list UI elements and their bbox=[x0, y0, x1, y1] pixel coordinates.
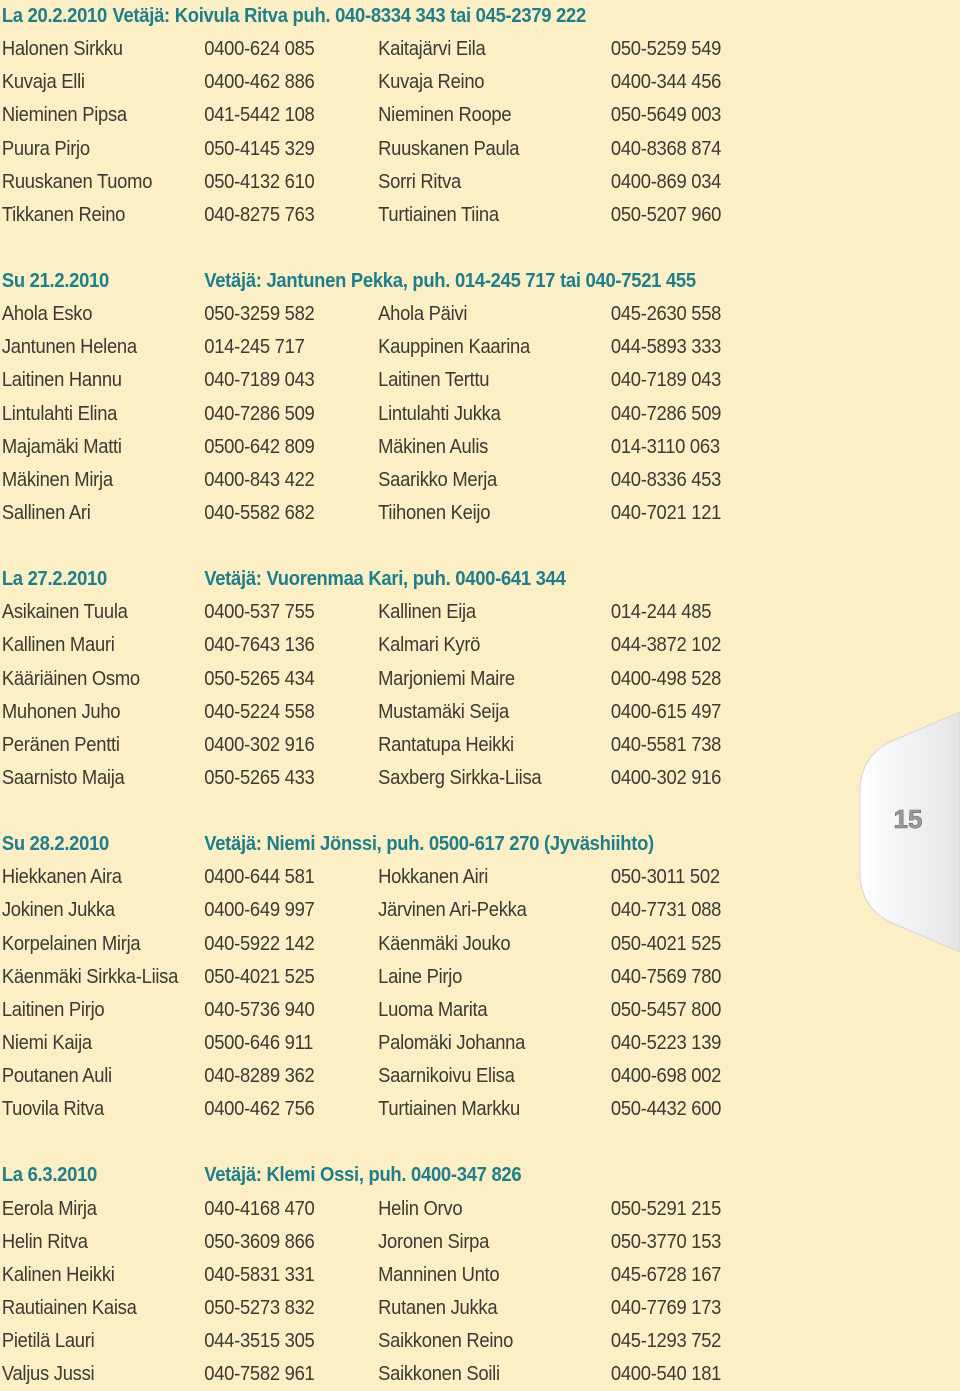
participant-phone: 050-5265 433 bbox=[204, 767, 315, 790]
participant-name: Kuvaja Elli bbox=[1, 71, 85, 94]
participant-phone: 050-5273 832 bbox=[204, 1296, 315, 1319]
day-section bbox=[0, 828, 960, 1126]
participant-phone: 014-245 717 bbox=[204, 336, 305, 359]
participant-name: Käenmäki Jouko bbox=[378, 932, 511, 955]
participant-name: Lintulahti Jukka bbox=[378, 402, 501, 425]
participant-phone: 040-7569 780 bbox=[610, 965, 722, 988]
page-tab-shape bbox=[850, 712, 960, 952]
participant-phone: 0500-642 809 bbox=[204, 435, 315, 458]
participant-phone: 0400-624 085 bbox=[204, 38, 315, 61]
participant-phone: 040-8289 362 bbox=[204, 1065, 315, 1088]
participant-name: Ruuskanen Paula bbox=[378, 137, 520, 160]
participant-row bbox=[0, 696, 883, 729]
day-section bbox=[0, 563, 960, 795]
section-leader: Vetäjä: Klemi Ossi, puh. 0400-347 826 bbox=[204, 1164, 522, 1187]
participant-phone: 0400-302 916 bbox=[610, 767, 722, 790]
participant-phone: 041-5442 108 bbox=[204, 104, 315, 127]
section-leader: Vetäjä: Vuorenmaa Kari, puh. 0400-641 344 bbox=[204, 568, 566, 591]
section-header bbox=[0, 1159, 883, 1192]
participant-phone: 050-3011 502 bbox=[610, 866, 720, 889]
participant-phone: 0400-344 456 bbox=[610, 71, 722, 94]
participant-phone: 050-3609 866 bbox=[204, 1230, 315, 1253]
participant-name: Rautiainen Kaisa bbox=[1, 1296, 137, 1319]
day-section bbox=[0, 265, 960, 530]
participant-name: Valjus Jussi bbox=[1, 1363, 95, 1386]
participant-phone: 040-7189 043 bbox=[204, 369, 315, 392]
participant-phone: 050-5265 434 bbox=[204, 667, 315, 690]
participant-name: Luoma Marita bbox=[378, 998, 488, 1021]
participant-row bbox=[0, 994, 883, 1027]
participant-phone: 040-8336 453 bbox=[610, 468, 722, 491]
participant-phone: 044-5893 333 bbox=[610, 336, 722, 359]
section-header bbox=[0, 828, 883, 861]
participant-phone: 050-4432 600 bbox=[610, 1098, 722, 1121]
participant-phone: 0400-698 002 bbox=[610, 1065, 722, 1088]
participant-name: Majamäki Matti bbox=[1, 435, 122, 458]
participant-phone: 044-3872 102 bbox=[610, 634, 722, 657]
participant-row bbox=[0, 298, 883, 331]
participant-name: Niemi Kaija bbox=[1, 1032, 92, 1054]
participant-row bbox=[0, 398, 883, 431]
participant-phone: 040-5736 940 bbox=[204, 998, 315, 1021]
participant-row bbox=[0, 596, 883, 629]
participant-name: Korpelainen Mirja bbox=[1, 932, 141, 955]
participant-name: Tuovila Ritva bbox=[1, 1098, 104, 1121]
participant-row bbox=[0, 663, 883, 696]
participant-row bbox=[0, 861, 883, 894]
participant-name: Tikkanen Reino bbox=[1, 203, 126, 226]
participant-row bbox=[0, 629, 883, 662]
participant-row bbox=[0, 1259, 883, 1292]
participant-name: Kalmari Kyrö bbox=[378, 634, 481, 657]
participant-name: Järvinen Ari-Pekka bbox=[378, 899, 527, 922]
participant-row bbox=[0, 364, 883, 397]
page-number-tab bbox=[850, 712, 960, 952]
participant-row bbox=[0, 497, 883, 530]
participant-phone: 040-8368 874 bbox=[610, 137, 722, 160]
section-leader: Vetäjä: Koivula Ritva puh. 040-8334 343 tai 045-2379 222 bbox=[112, 5, 586, 28]
participant-name: Saarnisto Maija bbox=[1, 767, 125, 790]
participant-name: Marjoniemi Maire bbox=[378, 667, 515, 690]
section-date: La 6.3.2010 bbox=[1, 1164, 98, 1187]
participant-phone: 0400-615 497 bbox=[610, 700, 722, 723]
section-date: Su 28.2.2010 bbox=[1, 833, 110, 856]
participant-phone: 040-7189 043 bbox=[610, 369, 722, 392]
participant-row bbox=[0, 1292, 883, 1325]
participant-name: Poutanen Auli bbox=[1, 1065, 112, 1088]
participant-name: Mäkinen Mirja bbox=[1, 468, 113, 491]
participant-phone: 050-4021 525 bbox=[610, 932, 722, 955]
participant-name: Kaitajärvi Eila bbox=[378, 38, 486, 61]
participant-phone: 040-7021 121 bbox=[610, 502, 722, 525]
section-header bbox=[0, 265, 883, 298]
participant-phone: 0400-462 886 bbox=[204, 71, 315, 94]
participant-name: Peränen Pentti bbox=[1, 733, 120, 756]
participant-row bbox=[0, 1027, 883, 1060]
participant-name: Helin Orvo bbox=[378, 1197, 463, 1220]
participant-phone: 050-3770 153 bbox=[610, 1230, 722, 1253]
participant-row bbox=[0, 33, 883, 66]
participant-name: Manninen Unto bbox=[378, 1263, 500, 1286]
participant-phone: 040-4168 470 bbox=[204, 1197, 315, 1220]
participant-phone: 014-3110 063 bbox=[610, 435, 720, 458]
section-date: La 20.2.2010 bbox=[1, 5, 107, 28]
participant-phone: 050-4145 329 bbox=[204, 137, 315, 160]
participant-name: Eerola Mirja bbox=[1, 1197, 97, 1220]
participant-row bbox=[0, 1358, 883, 1391]
participant-row bbox=[0, 1226, 883, 1259]
participant-phone: 0400-644 581 bbox=[204, 866, 315, 889]
participant-name: Nieminen Roope bbox=[378, 104, 512, 127]
participant-phone: 0400-462 756 bbox=[204, 1098, 315, 1121]
participant-name: Turtiainen Tiina bbox=[378, 203, 499, 226]
participant-phone: 040-7769 173 bbox=[610, 1296, 722, 1319]
participant-phone: 040-7643 136 bbox=[204, 634, 315, 657]
page-number: 15 bbox=[893, 804, 923, 834]
participant-phone: 050-5649 003 bbox=[610, 104, 722, 127]
participant-phone: 0500-646 911 bbox=[204, 1032, 314, 1054]
participant-name: Palomäki Johanna bbox=[378, 1032, 526, 1054]
participant-phone: 050-5291 215 bbox=[610, 1197, 722, 1220]
participant-row bbox=[0, 1325, 883, 1358]
participant-phone: 044-3515 305 bbox=[204, 1330, 315, 1353]
participant-name: Joronen Sirpa bbox=[378, 1230, 490, 1253]
participant-phone: 040-5831 331 bbox=[204, 1263, 315, 1286]
participant-phone: 0400-537 755 bbox=[204, 601, 315, 624]
participant-name: Pietilä Lauri bbox=[1, 1330, 95, 1353]
participant-name: Turtiainen Markku bbox=[378, 1098, 521, 1121]
participant-phone: 040-5223 139 bbox=[610, 1032, 722, 1054]
participant-name: Saarikko Merja bbox=[378, 468, 497, 491]
participant-name: Rutanen Jukka bbox=[378, 1296, 498, 1319]
day-section bbox=[0, 1159, 960, 1391]
participant-phone: 040-7582 961 bbox=[204, 1363, 315, 1386]
participant-row bbox=[0, 729, 883, 762]
participant-phone: 050-3259 582 bbox=[204, 303, 315, 326]
participant-phone: 050-5207 960 bbox=[610, 203, 722, 226]
participant-name: Laitinen Pirjo bbox=[1, 998, 105, 1021]
participant-name: Kuvaja Reino bbox=[378, 71, 485, 94]
participant-name: Asikainen Tuula bbox=[1, 601, 128, 624]
participant-phone: 040-5224 558 bbox=[204, 700, 315, 723]
participant-phone: 050-5457 800 bbox=[610, 998, 722, 1021]
participant-name: Tiihonen Keijo bbox=[378, 502, 491, 525]
participant-phone: 0400-540 181 bbox=[610, 1363, 722, 1386]
participant-name: Hiekkanen Aira bbox=[1, 866, 122, 889]
participant-phone: 050-5259 549 bbox=[610, 38, 722, 61]
participant-name: Ruuskanen Tuomo bbox=[1, 170, 153, 193]
participant-row bbox=[0, 762, 883, 795]
participant-phone: 0400-869 034 bbox=[610, 170, 722, 193]
participant-name: Laitinen Terttu bbox=[378, 369, 490, 392]
section-header bbox=[0, 0, 883, 33]
section-leader: Vetäjä: Niemi Jönssi, puh. 0500-617 270 (Jyväshiihto) bbox=[204, 833, 654, 856]
participant-phone: 040-5582 682 bbox=[204, 502, 315, 525]
participant-name: Kalinen Heikki bbox=[1, 1263, 115, 1286]
participant-row bbox=[0, 199, 883, 232]
section-date: La 27.2.2010 bbox=[1, 568, 107, 591]
participant-row bbox=[0, 133, 883, 166]
participant-phone: 040-7286 509 bbox=[204, 402, 315, 425]
participant-name: Helin Ritva bbox=[1, 1230, 88, 1253]
participant-phone: 040-5922 142 bbox=[204, 932, 315, 955]
section-date: Su 21.2.2010 bbox=[1, 270, 110, 293]
day-section bbox=[0, 0, 960, 232]
participant-phone: 045-1293 752 bbox=[610, 1330, 722, 1353]
participant-name: Saarnikoivu Elisa bbox=[378, 1065, 515, 1088]
participant-name: Sorri Ritva bbox=[378, 170, 461, 193]
participant-phone: 0400-649 997 bbox=[204, 899, 315, 922]
participant-name: Jantunen Helena bbox=[1, 336, 137, 359]
participant-name: Käenmäki Sirkka-Liisa bbox=[1, 965, 179, 988]
participant-name: Halonen Sirkku bbox=[1, 38, 123, 61]
participant-phone: 0400-498 528 bbox=[610, 667, 722, 690]
participant-phone: 040-8275 763 bbox=[204, 203, 315, 226]
participant-name: Jokinen Jukka bbox=[1, 899, 115, 922]
participant-phone: 045-6728 167 bbox=[610, 1263, 722, 1286]
participant-phone: 040-5581 738 bbox=[610, 733, 722, 756]
participant-row bbox=[0, 331, 883, 364]
participant-phone: 0400-843 422 bbox=[204, 468, 315, 491]
participant-phone: 040-7286 509 bbox=[610, 402, 722, 425]
participant-name: Muhonen Juho bbox=[1, 700, 121, 723]
participant-phone: 014-244 485 bbox=[610, 601, 712, 624]
participant-name: Ahola Esko bbox=[1, 303, 93, 326]
participant-row bbox=[0, 464, 883, 497]
participant-name: Laitinen Hannu bbox=[1, 369, 122, 392]
participant-name: Saxberg Sirkka-Liisa bbox=[378, 767, 542, 790]
participant-row bbox=[0, 99, 883, 132]
section-leader: Vetäjä: Jantunen Pekka, puh. 014-245 717 tai 040-7521 455 bbox=[204, 270, 696, 293]
participant-phone: 040-7731 088 bbox=[610, 899, 722, 922]
participant-row bbox=[0, 1060, 883, 1093]
participant-row bbox=[0, 1093, 883, 1126]
participant-name: Kallinen Eija bbox=[378, 601, 476, 624]
participant-name: Kääriäinen Osmo bbox=[1, 667, 140, 690]
participant-name: Rantatupa Heikki bbox=[378, 733, 514, 756]
participant-name: Sallinen Ari bbox=[1, 502, 91, 525]
section-header bbox=[0, 563, 883, 596]
participant-name: Mustamäki Seija bbox=[378, 700, 509, 723]
participant-phone: 050-4132 610 bbox=[204, 170, 315, 193]
participant-name: Lintulahti Elina bbox=[1, 402, 118, 425]
participant-name: Laine Pirjo bbox=[378, 965, 463, 988]
participant-name: Saikkonen Reino bbox=[378, 1330, 514, 1353]
participant-name: Kauppinen Kaarina bbox=[378, 336, 530, 359]
participant-phone: 050-4021 525 bbox=[204, 965, 315, 988]
participant-row bbox=[0, 894, 883, 927]
participant-row bbox=[0, 431, 883, 464]
participant-row bbox=[0, 1193, 883, 1226]
participant-name: Saikkonen Soili bbox=[378, 1363, 500, 1386]
participant-row bbox=[0, 166, 883, 199]
participant-name: Ahola Päivi bbox=[378, 303, 468, 326]
participant-phone: 0400-302 916 bbox=[204, 733, 315, 756]
participant-name: Hokkanen Airi bbox=[378, 866, 489, 889]
participant-row bbox=[0, 66, 883, 99]
participant-name: Puura Pirjo bbox=[1, 137, 90, 160]
participant-row bbox=[0, 928, 883, 961]
participant-row bbox=[0, 961, 883, 994]
participant-name: Mäkinen Aulis bbox=[378, 435, 489, 458]
participant-name: Kallinen Mauri bbox=[1, 634, 115, 657]
participant-phone: 045-2630 558 bbox=[610, 303, 722, 326]
participant-name: Nieminen Pipsa bbox=[1, 104, 127, 127]
